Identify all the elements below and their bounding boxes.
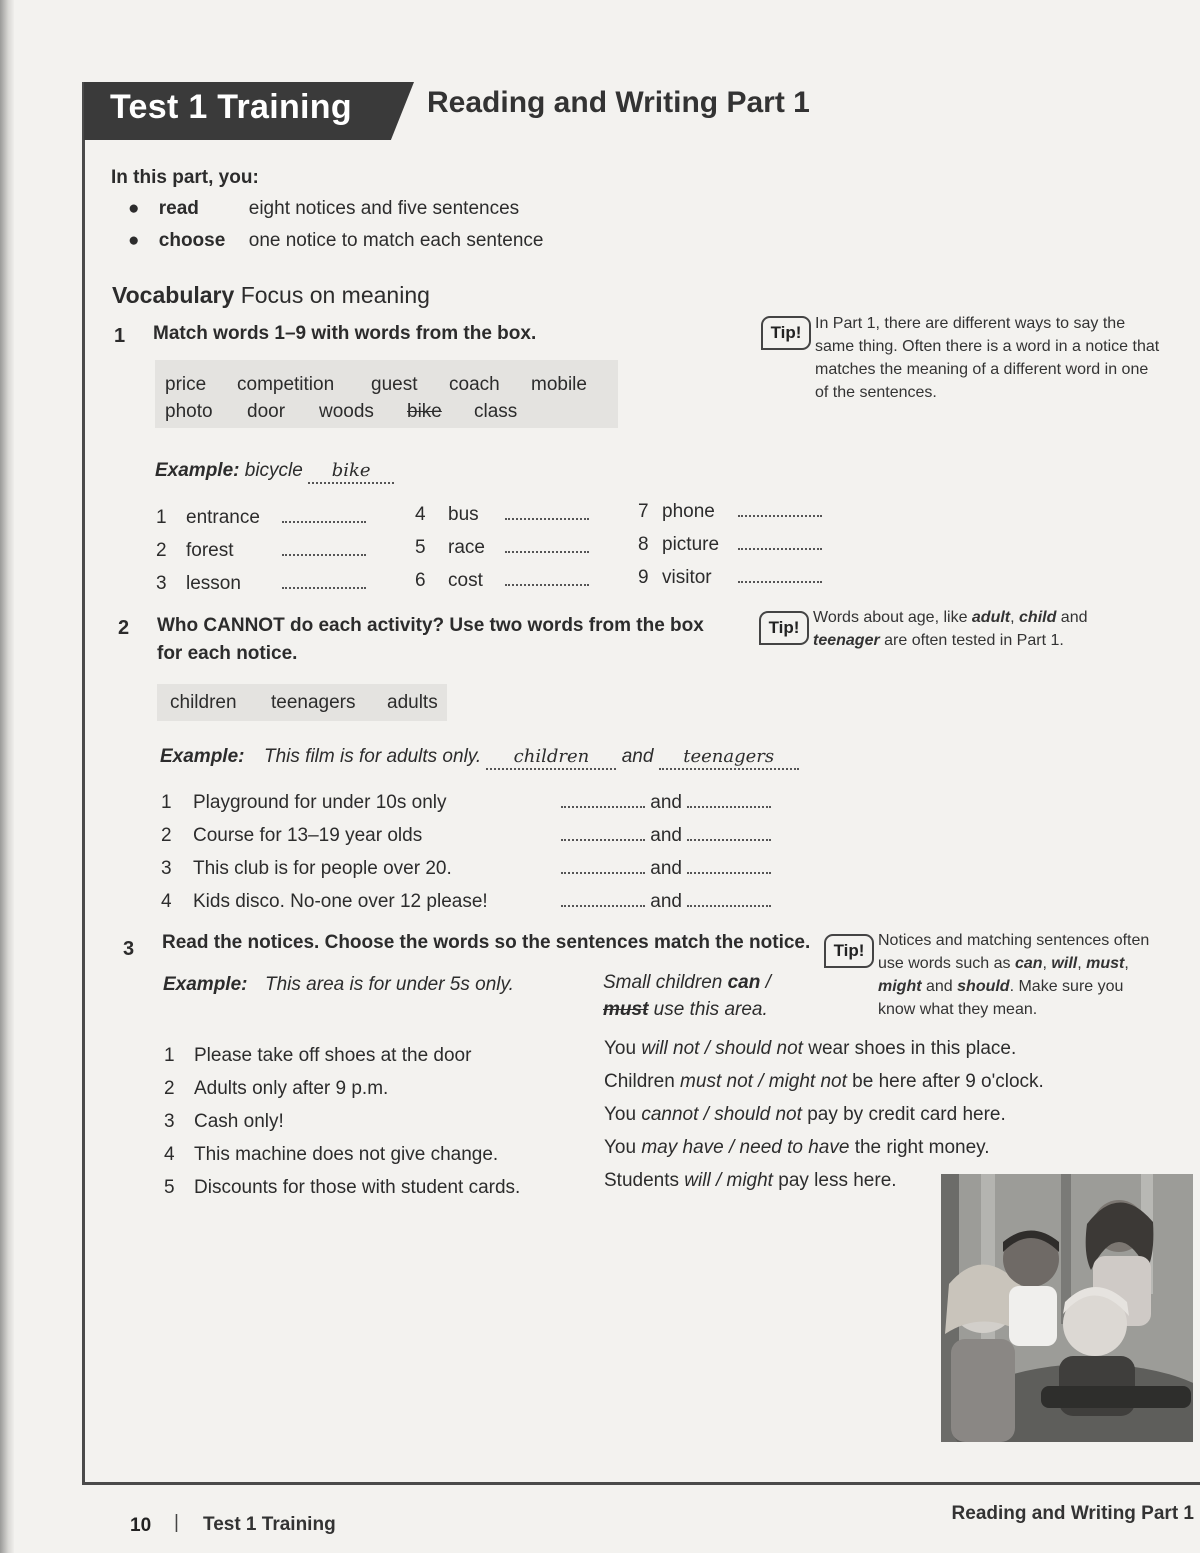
answer-blank[interactable] [505, 570, 589, 586]
example-answer-line [486, 746, 616, 770]
title-test-training: Test 1 Training [110, 88, 352, 126]
ex1-item: 4 bus [415, 498, 589, 531]
ex1-col3 [638, 495, 822, 594]
vocab-focus: Focus on meaning [240, 282, 430, 308]
ex3-notice: 3 Cash only! [164, 1111, 284, 1132]
ex3-number: 3 [123, 938, 135, 960]
ex1-item: 8 picture [638, 528, 822, 561]
answer-blank[interactable] [282, 507, 366, 523]
choice-options[interactable]: will not / should not [641, 1038, 803, 1059]
box-word: children [170, 692, 237, 713]
book-spine-shadow [0, 0, 14, 1553]
example-label: Example: [160, 746, 245, 767]
tip-badge: Tip! [759, 611, 809, 645]
ex1-number: 1 [114, 325, 126, 347]
answer-blank[interactable] [738, 501, 822, 517]
ex2-instruction: Who CANNOT do each activity? Use two words from the box for each notice. [157, 615, 704, 664]
ex2-example [160, 746, 799, 770]
ex2-item: 4 Kids disco. No-one over 12 please! and [161, 885, 771, 918]
answer-blank[interactable] [561, 858, 645, 874]
children-photo [941, 1174, 1193, 1442]
answer-blank[interactable] [738, 534, 822, 550]
intro-bullet-choose [128, 230, 543, 252]
box-word: competition [237, 374, 335, 395]
box-word: teenagers [271, 692, 356, 713]
ex2-item: 2 Course for 13–19 year olds and [161, 819, 771, 852]
ex1-tip-text: In Part 1, there are different ways to say the same thing. Often there is a word in a notice that matches the meaning of a different word in one of the sentences. [815, 315, 1160, 401]
children-photo-illustration [941, 1174, 1193, 1442]
box-word: adults [387, 692, 438, 713]
example-answer: teenagers [683, 746, 775, 767]
ex3-sentence: Students will / might pay less here. [604, 1170, 897, 1191]
intro-bullet-read [128, 198, 519, 220]
answer-blank[interactable] [738, 567, 822, 583]
bullet-icon: ● [128, 198, 140, 219]
ex3-notice: 2 Adults only after 9 p.m. [164, 1078, 389, 1099]
box-word: photo [165, 401, 213, 422]
ex1-item: 9 visitor [638, 561, 822, 594]
box-word: mobile [531, 374, 587, 395]
answer-blank[interactable] [561, 891, 645, 907]
ex2-number: 2 [118, 617, 130, 639]
answer-blank[interactable] [687, 891, 771, 907]
ex1-item: 1 entrance [156, 501, 366, 534]
box-word: price [165, 374, 207, 395]
ex3-example-sentence: Small children can / must use this area. [603, 972, 771, 1020]
ex3-notice: 1 Please take off shoes at the door [164, 1045, 472, 1066]
example-answer-line [659, 746, 799, 770]
ex3-instruction: Read the notices. Choose the words so the sentences match the notice. [162, 932, 811, 953]
title-section: Reading and Writing Part 1 [427, 86, 810, 119]
ex1-item: 5 race [415, 531, 589, 564]
tip-badge: Tip! [761, 316, 811, 350]
ex2-item: 3 This club is for people over 20. and [161, 852, 771, 885]
choice-options[interactable]: may have / need to have [641, 1137, 850, 1158]
intro-heading: In this part, you: [111, 167, 259, 188]
ex3-sentence: Children must not / might not be here after 9 o'clock. [604, 1071, 1044, 1092]
ex1-box-row1 [165, 374, 587, 396]
bullet-verb: choose [158, 230, 226, 251]
ex3-notices [164, 1039, 520, 1204]
vocab-label: Vocabulary [112, 282, 235, 308]
ex2-tip-text: Words about age, like adult, child and teenager are often tested in Part 1. [813, 609, 1088, 649]
ex3-notice: 5 Discounts for those with student cards. [164, 1177, 521, 1198]
example-label: Example: [155, 460, 240, 481]
footer-right-title: Reading and Writing Part 1 [951, 1503, 1194, 1524]
ex3-sentence: You may have / need to have the right money. [604, 1137, 990, 1158]
ex1-col2 [415, 498, 589, 597]
example-label: Example: [163, 974, 248, 995]
ex3-notice: 4 This machine does not give change. [164, 1144, 499, 1165]
choice-options[interactable]: must not / might not [680, 1071, 847, 1092]
box-word: coach [449, 374, 500, 395]
vocab-heading [112, 282, 430, 309]
example-answer: bike [331, 460, 371, 481]
box-word: woods [319, 401, 374, 422]
ex1-box-row2 [165, 401, 517, 423]
footer-left-title: Test 1 Training [203, 1514, 336, 1535]
bullet-text: eight notices and five sentences [248, 198, 520, 219]
ex3-sentence: You will not / should not wear shoes in this place. [604, 1038, 1017, 1059]
example-answer: children [513, 746, 590, 767]
box-word: guest [371, 374, 418, 395]
answer-blank[interactable] [687, 825, 771, 841]
example-answer-line [308, 460, 394, 484]
footer-separator: | [174, 1512, 179, 1533]
ex1-item: 3 lesson [156, 567, 366, 600]
ex2-box-words [170, 692, 438, 714]
answer-blank[interactable] [505, 504, 589, 520]
example-text: This film is for adults only. [264, 746, 482, 767]
bullet-verb: read [158, 198, 199, 219]
bullet-icon: ● [128, 230, 140, 251]
ex3-sentences [604, 1032, 1044, 1197]
ex1-item: 7 phone [638, 495, 822, 528]
answer-blank[interactable] [687, 858, 771, 874]
choice-options[interactable]: cannot / should not [641, 1104, 802, 1125]
ex3-tip-text: Notices and matching sentences often use words such as can, will, must, might and should. Make sure you know what they mean. [878, 932, 1150, 1018]
box-word: door [247, 401, 286, 422]
example-notice: This area is for under 5s only. [265, 974, 514, 995]
example-and: and [621, 746, 654, 767]
answer-blank[interactable] [687, 792, 771, 808]
ex1-instruction: Match words 1–9 with words from the box. [153, 323, 537, 344]
ex1-col1 [156, 501, 366, 600]
answer-blank[interactable] [561, 792, 645, 808]
answer-blank[interactable] [561, 825, 645, 841]
ex1-item: 6 cost [415, 564, 589, 597]
page-number: 10 [130, 1515, 152, 1536]
ex3-sentence: You cannot / should not pay by credit card here. [604, 1104, 1006, 1125]
answer-blank[interactable] [282, 540, 366, 556]
answer-blank[interactable] [282, 573, 366, 589]
choice-options[interactable]: will / might [684, 1170, 773, 1191]
answer-blank[interactable] [505, 537, 589, 553]
ex2-item: 1 Playground for under 10s only and [161, 786, 771, 819]
example-word: bicycle [244, 460, 303, 481]
ex2-items [161, 786, 771, 918]
box-word-struck: bike [407, 401, 442, 422]
bullet-text: one notice to match each sentence [248, 230, 544, 251]
ex1-item: 2 forest [156, 534, 366, 567]
box-word: class [474, 401, 518, 422]
ex3-example [163, 974, 514, 996]
tip-badge: Tip! [824, 934, 874, 968]
ex1-example [155, 460, 394, 484]
